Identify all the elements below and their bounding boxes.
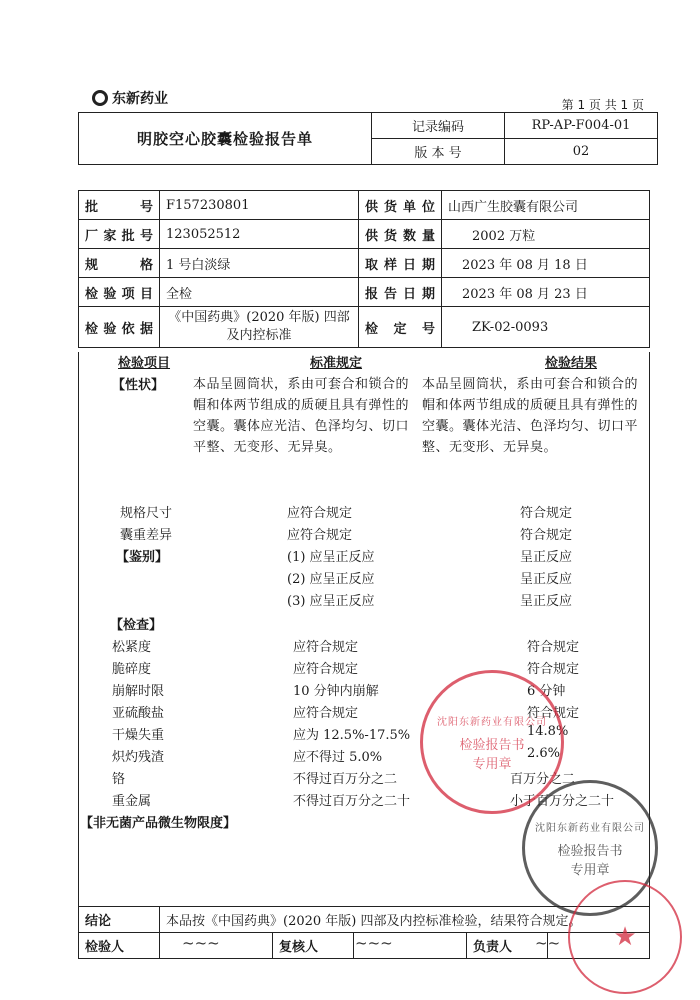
batch-label: 批 号: [79, 191, 160, 220]
spec-label: 规 格: [79, 249, 160, 278]
document-title: 明胶空心胶囊检验报告单: [79, 113, 372, 165]
insp-6-result: 2.6%: [527, 746, 561, 761]
row-spec-size-standard: 应符合规定: [287, 506, 353, 521]
supplier-label: 供货单位: [359, 191, 442, 220]
insp-8-result: 小于百万分之二十: [510, 794, 615, 809]
row-weight-standard: 应符合规定: [287, 528, 353, 543]
insp-1-result: 符合规定: [527, 640, 580, 655]
stamp1-ring-text: 沈阳东新药业有限公司: [437, 716, 547, 728]
insp-4-result: 符合规定: [527, 706, 580, 721]
batch-value: F157230801: [160, 191, 359, 220]
qty-value: 2002 万粒: [442, 220, 650, 249]
insp-6-item: 炽灼残渣: [112, 750, 165, 765]
insp-8-standard: 不得过百万分之二十: [293, 794, 411, 809]
character-label: 【性状】: [112, 378, 165, 393]
basis-value: [160, 307, 359, 348]
insp-1-standard: 应符合规定: [293, 640, 359, 655]
character-standard: 本品呈圆筒状，系由可套合和锁合的帽和体两节组成的质硬且具有弹性的空囊。囊体应光洁、色泽均匀、切口平整、无变形、无异臭。: [193, 377, 410, 455]
col-result-header: 检验结果: [545, 356, 598, 371]
record-value: RP-AP-F004-01: [505, 113, 658, 139]
version-label: 版 本 号: [372, 139, 505, 165]
stamp1-center-2: 专用章: [472, 756, 512, 772]
qty-label: 供货数量: [359, 220, 442, 249]
stamp1-center-1: 检验报告书: [459, 737, 525, 753]
inspector-label: 检验人: [79, 933, 160, 959]
ident-1-standard: (1) 应呈正反应: [287, 550, 375, 565]
version-value: 02: [505, 139, 658, 165]
conclusion-text: 本品按《中国药典》(2020 年版) 四部及内控标准检验，结果符合规定。: [160, 907, 650, 933]
row-weight-item: 囊重差异: [120, 528, 173, 543]
insp-4-standard: 应符合规定: [293, 706, 359, 721]
identification-label: 【鉴别】: [116, 550, 169, 565]
insp-8-item: 重金属: [112, 794, 152, 809]
inspection-label: 【检查】: [110, 618, 163, 633]
sample-date-label: 取样日期: [359, 249, 442, 278]
insp-4-item: 亚硫酸盐: [112, 706, 165, 721]
insp-5-result: 14.8%: [527, 724, 569, 739]
responsible-label: 负责人: [467, 933, 548, 959]
item-value: 全检: [160, 278, 359, 307]
insp-5-standard: 应为 12.5%-17.5%: [293, 728, 411, 743]
insp-6-standard: 应不得过 5.0%: [293, 750, 383, 765]
character-result: 本品呈圆筒状，系由可套合和锁合的帽和体两节组成的质硬且具有弹性的空囊。囊体光洁、色泽均匀、切口平整、无变形、无异臭。: [422, 377, 639, 455]
red-seal-stamp: [420, 670, 564, 814]
insp-7-item: 铬: [112, 772, 126, 787]
ident-3-standard: (3) 应呈正反应: [287, 594, 375, 609]
basis-line-1: 《中国药典》(2020 年版) 四部: [168, 310, 350, 325]
record-label: 记录编码: [372, 113, 505, 139]
stamp2-center-1: 检验报告书: [557, 843, 623, 859]
reviewer-label: 复核人: [273, 933, 354, 959]
cert-label: 检 定 号: [359, 307, 442, 348]
row-spec-size-item: 规格尺寸: [120, 506, 173, 521]
row-spec-size-result: 符合规定: [520, 506, 573, 521]
ident-2-result: 呈正反应: [520, 572, 573, 587]
red-corner-seal: [568, 880, 682, 994]
company-logo-text: 东新药业: [112, 91, 168, 107]
report-date-label: 报告日期: [359, 278, 442, 307]
spec-value: 1 号白淡绿: [160, 249, 359, 278]
ident-2-standard: (2) 应呈正反应: [287, 572, 375, 587]
row-weight-result: 符合规定: [520, 528, 573, 543]
info-table: [78, 190, 650, 348]
insp-3-item: 崩解时限: [112, 684, 165, 699]
mfr-batch-value: 123052512: [160, 220, 359, 249]
ident-1-result: 呈正反应: [520, 550, 573, 565]
col-item-header: 检验项目: [118, 356, 171, 371]
sample-date-value: 2023 年 08 月 18 日: [442, 249, 650, 278]
inspector-handwriting: ~~~: [182, 934, 220, 952]
reviewer-handwriting: ~~~: [355, 934, 393, 952]
mfr-batch-label: 厂家批号: [79, 220, 160, 249]
basis-label: 检验依据: [79, 307, 160, 348]
supplier-value: 山西广生胶囊有限公司: [442, 191, 650, 220]
insp-7-result: 百万分之二: [510, 772, 576, 787]
insp-1-item: 松紧度: [112, 640, 152, 655]
basis-line-2: 及内控标准: [226, 328, 292, 343]
ident-3-result: 呈正反应: [520, 594, 573, 609]
responsible-handwriting: ~~: [535, 934, 561, 952]
col-standard-header: 标准规定: [310, 356, 363, 371]
insp-3-result: 6 分钟: [527, 684, 566, 699]
stamp2-center-2: 专用章: [570, 862, 610, 878]
micro-label: 【非无菌产品微生物限度】: [80, 816, 237, 831]
header-table: [78, 112, 658, 165]
cert-value: ZK-02-0093: [442, 307, 650, 348]
insp-7-standard: 不得过百万分之二: [293, 772, 398, 787]
insp-2-item: 脆碎度: [112, 662, 152, 677]
stamp2-ring-text: 沈阳东新药业有限公司: [535, 822, 645, 834]
page-indicator: 第 1 页 共 1 页: [561, 98, 644, 112]
insp-5-item: 干燥失重: [112, 728, 165, 743]
insp-3-standard: 10 分钟内崩解: [293, 684, 379, 699]
conclusion-label: 结论: [79, 907, 160, 933]
company-logo: [92, 88, 168, 108]
insp-2-result: 符合规定: [527, 662, 580, 677]
insp-2-standard: 应符合规定: [293, 662, 359, 677]
star-icon: ★: [613, 922, 637, 952]
logo-mark-icon: [92, 90, 108, 106]
report-date-value: 2023 年 08 月 23 日: [442, 278, 650, 307]
item-label: 检验项目: [79, 278, 160, 307]
